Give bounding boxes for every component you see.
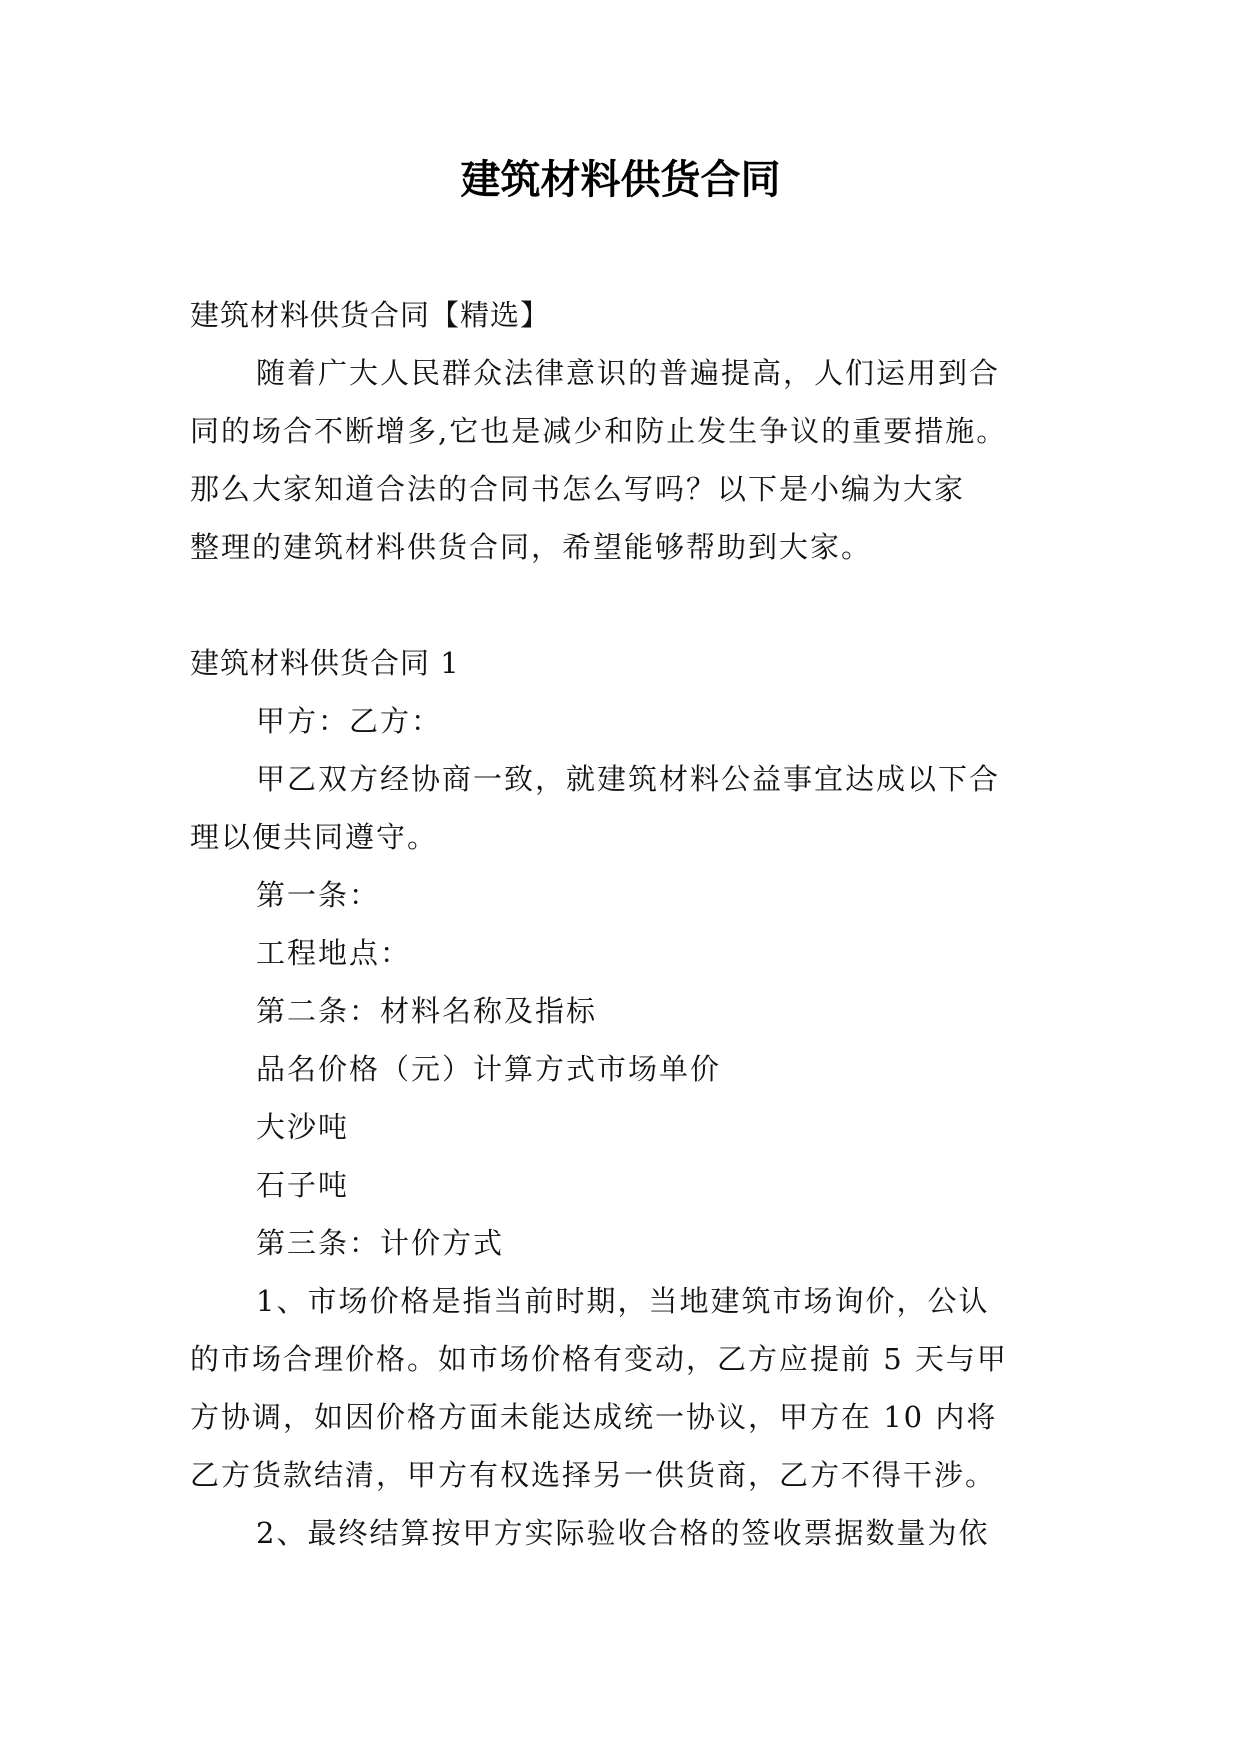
paragraph-spacer	[190, 576, 1070, 634]
material-table-header: 品名价格（元）计算方式市场单价	[256, 1052, 722, 1086]
article-2: 第二条：材料名称及指标	[256, 994, 598, 1028]
project-location: 工程地点：	[256, 936, 412, 970]
clause-1-line: 的市场合理价格。如市场价格有变动，乙方应提前 5 天与甲	[190, 1342, 1008, 1376]
section-heading: 建筑材料供货合同 1	[190, 646, 460, 680]
material-item: 大沙吨	[256, 1110, 350, 1144]
intro-line: 同的场合不断增多,它也是减少和防止发生争议的重要措施。	[190, 414, 1008, 448]
material-item: 石子吨	[256, 1168, 350, 1202]
agreement-line: 甲乙双方经协商一致，就建筑材料公益事宜达成以下合	[256, 762, 1001, 796]
parties-line: 甲方：乙方：	[256, 704, 443, 738]
clause-1-line: 1、市场价格是指当前时期，当地建筑市场询价，公认	[256, 1284, 990, 1318]
page-title: 建筑材料供货合同	[460, 156, 781, 203]
document-body	[190, 286, 1070, 1562]
intro-line: 随着广大人民群众法律意识的普遍提高，人们运用到合	[256, 356, 1001, 390]
article-1: 第一条：	[256, 878, 381, 912]
clause-1-line: 乙方货款结清，甲方有权选择另一供货商，乙方不得干涉。	[190, 1458, 997, 1492]
document-subtitle: 建筑材料供货合同【精选】	[190, 298, 551, 332]
intro-line: 整理的建筑材料供货合同，希望能够帮助到大家。	[190, 530, 873, 564]
clause-1-line: 方协调，如因价格方面未能达成统一协议，甲方在 10 内将	[190, 1400, 998, 1434]
clause-2-line: 2、最终结算按甲方实际验收合格的签收票据数量为依	[256, 1516, 990, 1550]
article-3: 第三条：计价方式	[256, 1226, 505, 1260]
agreement-line: 理以便共同遵守。	[190, 820, 439, 854]
intro-line: 那么大家知道合法的合同书怎么写吗？以下是小编为大家	[190, 472, 966, 506]
